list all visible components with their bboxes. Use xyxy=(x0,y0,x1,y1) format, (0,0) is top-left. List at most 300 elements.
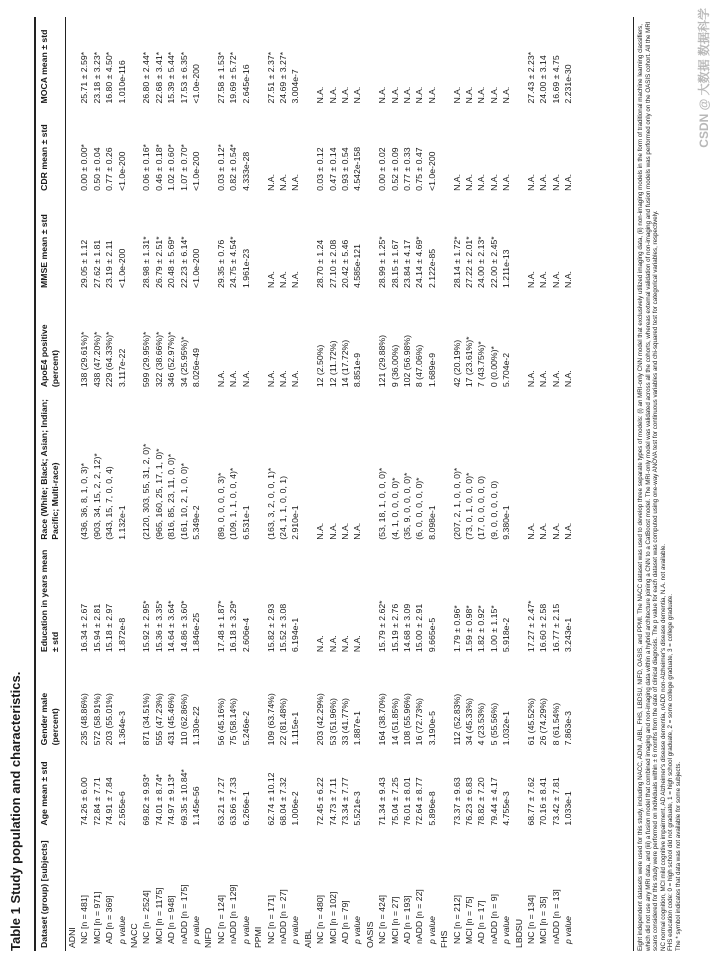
table-cell: (24, 1, 1, 0, 0, 1) xyxy=(277,475,288,540)
table-row xyxy=(376,17,388,951)
table-row xyxy=(488,17,500,951)
table-cell: 0.77 ± 0.26 xyxy=(104,147,115,191)
table-cell: N.A. xyxy=(476,173,487,191)
table-cell: N.A. xyxy=(339,522,350,540)
table-cell: 108 (55.96%) xyxy=(401,693,412,746)
table-cell: 0.03 ± 0.12 xyxy=(315,147,326,191)
table-cell: 109 (63.74%) xyxy=(265,693,276,746)
table-cell: N.A. xyxy=(476,86,487,104)
table-row xyxy=(475,17,487,951)
table-cell: 15.79 ± 2.62* xyxy=(377,600,388,653)
table-cell: 0.77 ± 0.33 xyxy=(401,147,412,191)
table-cell: 75 (58.14%) xyxy=(228,698,239,746)
table-cell: <1.0e-200 xyxy=(191,151,202,191)
table-cell: N.A. xyxy=(327,522,338,540)
table-cell: 16.60 ± 2.58 xyxy=(538,603,549,653)
group-label: MCI [n = 75] xyxy=(464,896,474,944)
table-cell: 1.364e-3 xyxy=(116,711,127,746)
table-cell: N.A. xyxy=(526,522,537,540)
dataset-name: LBDSU xyxy=(513,919,524,948)
table-cell: 24.00 ± 3.14 xyxy=(538,55,549,104)
table-cell: 74.01 ± 8.74* xyxy=(153,773,164,826)
table-row xyxy=(401,17,413,951)
group-label: nADD [n = 9] xyxy=(488,894,499,944)
table-cell: 0.93 ± 0.54 xyxy=(339,147,350,191)
table-cell: N.A. xyxy=(501,173,512,191)
dataset-name: AIBL xyxy=(302,929,313,948)
table-cell: 235 (48.86%) xyxy=(79,693,90,746)
table-cell: N.A. xyxy=(290,271,301,288)
table-cell: 3.190e-5 xyxy=(426,711,437,746)
table-cell: 17.48 ± 1.87* xyxy=(215,600,226,653)
table-cell: 22 (81.48%) xyxy=(277,698,288,746)
table-cell: 4.585e-121 xyxy=(352,244,363,288)
header-cdr: CDR mean ± std xyxy=(35,107,66,194)
table-cell: N.A. xyxy=(526,271,537,288)
table-cell: 73.42 ± 7.81 xyxy=(550,777,561,826)
table-cell: 15.18 ± 2.97 xyxy=(104,603,115,653)
table-cell: N.A. xyxy=(339,86,350,104)
group-label: nADD [n = 27] xyxy=(277,889,288,944)
table-cell: N.A. xyxy=(389,86,400,104)
table-cell: 1.032e-1 xyxy=(501,711,512,746)
table-cell: N.A. xyxy=(265,271,276,288)
table-cell: 3.117e-22 xyxy=(116,348,127,388)
table-cell: 1.211e-13 xyxy=(501,249,512,288)
table-cell: 24.75 ± 4.54* xyxy=(228,236,239,288)
table-cell: 5.704e-2 xyxy=(501,352,512,388)
table-row xyxy=(413,17,425,951)
header-race: Race (White; Black; Asian; Indian; Pacific; Multi-race) xyxy=(35,390,66,543)
table-cell: 5.349e-2 xyxy=(191,505,202,540)
table-row xyxy=(178,17,190,951)
table-cell: 69.82 ± 9.93* xyxy=(141,773,152,826)
table-cell: 8 (61.54%) xyxy=(550,702,561,746)
table-cell: 42 (20.19%) xyxy=(451,339,462,388)
table-cell: (207, 2, 1, 0, 0, 0)* xyxy=(451,467,462,540)
table-cell: N.A. xyxy=(265,370,276,388)
table-cell: 164 (38.70%) xyxy=(377,693,388,746)
table-cell: 0.03 ± 0.12* xyxy=(215,144,226,191)
table-cell: 572 (58.91%) xyxy=(91,693,102,746)
table-cell: N.A. xyxy=(352,86,363,104)
table-footnotes xyxy=(637,17,683,951)
table-cell: N.A. xyxy=(377,86,388,104)
table-cell: 555 (47.23%) xyxy=(153,693,164,746)
table-cell: 72.64 ± 8.77 xyxy=(414,777,425,826)
table-cell: N.A. xyxy=(277,173,288,191)
pvalue-row xyxy=(562,17,574,951)
table-cell: 0.06 ± 0.16* xyxy=(141,144,152,191)
table-cell: 28.15 ± 1.67 xyxy=(389,239,400,288)
table-cell: 20.48 ± 5.69* xyxy=(166,236,177,288)
table-cell: N.A. xyxy=(563,370,574,388)
section-row xyxy=(513,17,525,951)
table-cell: N.A. xyxy=(550,370,561,388)
table-cell: 203 (42.29%) xyxy=(315,693,326,746)
table-cell: 2.122e-85 xyxy=(426,248,437,288)
table-cell: 2.645e-16 xyxy=(240,64,251,104)
table-cell: 22.68 ± 3.41* xyxy=(153,51,164,104)
group-label: AD [n = 17] xyxy=(476,900,487,944)
table-cell: 1.02 ± 0.60* xyxy=(166,144,177,191)
table-cell: 0.75 ± 0.47 xyxy=(414,147,425,191)
table-cell: N.A. xyxy=(563,271,574,288)
table-cell: 53 (51.96%) xyxy=(327,698,338,746)
table-row xyxy=(265,17,277,951)
footnote-3: FHS education code: 0 = high school did not graduate, 1 = high school graduate, 2 = some college graduate, 3 = college graduate. xyxy=(667,593,675,951)
table-row xyxy=(525,17,537,951)
table-cell: 34 (25.95%)* xyxy=(178,336,189,388)
table-cell: 1.145e-56 xyxy=(191,786,202,826)
section-row xyxy=(364,17,376,951)
table-cell: 76.01 ± 8.01 xyxy=(401,777,412,826)
bottom-rule xyxy=(633,17,634,951)
table-cell: 110 (62.86%) xyxy=(178,693,189,746)
table-row xyxy=(103,17,115,951)
table-cell: 25.71 ± 2.59* xyxy=(79,51,90,104)
table-cell: 1.961e-23 xyxy=(240,248,251,288)
table-cell: 33 (41.77%) xyxy=(339,698,350,746)
pvalue-row xyxy=(190,17,202,951)
table-cell: 16.18 ± 3.29* xyxy=(228,600,239,653)
group-label: NC [n = 480] xyxy=(315,894,326,944)
section-row xyxy=(438,17,450,951)
table-cell: <1.0e-200 xyxy=(116,248,127,288)
pvalue-row xyxy=(240,17,252,951)
table-cell: 23.19 ± 2.11 xyxy=(104,240,115,288)
table-cell: (17, 0, 0, 0, 0, 0) xyxy=(476,475,487,540)
table-cell: 28.14 ± 1.72* xyxy=(451,236,462,288)
table-cell: N.A. xyxy=(352,635,363,653)
group-label: NC [n = 212] xyxy=(451,894,462,944)
table-cell: N.A. xyxy=(315,86,326,104)
table-cell: N.A. xyxy=(315,635,326,653)
table-cell: 22.23 ± 6.14* xyxy=(178,236,189,288)
table-cell: 5 (55.56%) xyxy=(488,702,499,746)
table-cell: 16.69 ± 4.75 xyxy=(550,55,561,104)
table-cell: N.A. xyxy=(315,522,326,540)
table-cell: <1.0e-200 xyxy=(426,151,437,191)
table-cell: 63.66 ± 7.33 xyxy=(228,777,239,826)
table-cell: 15.36 ± 3.35* xyxy=(153,600,164,653)
footnote-4: The * symbol indicates that data was not available for some subjects. xyxy=(674,761,682,951)
table-row xyxy=(277,17,289,951)
table-cell: (965, 160, 25, 17, 1, 0)* xyxy=(153,448,164,540)
table-cell: N.A. xyxy=(538,522,549,540)
group-label: MCI [n = 27] xyxy=(389,896,400,944)
table-cell: 15.92 ± 2.95* xyxy=(141,600,152,653)
footnote-2: NC normal cognition, MCI mild cognitive impairment, AD Alzheimer's disease dementia, nADD non-Alzheimer's disease dementia, N.A. not available. xyxy=(659,543,667,951)
table-cell: 15.52 ± 3.08 xyxy=(277,603,288,653)
table-cell: 112 (52.83%) xyxy=(451,693,462,746)
dataset-name: NACC xyxy=(129,923,140,948)
table-cell: 6.194e-1 xyxy=(290,617,301,653)
pvalue-label: p value xyxy=(191,915,202,944)
table-row xyxy=(327,17,339,951)
section-row xyxy=(202,17,214,951)
table-cell: 74.97 ± 9.13* xyxy=(166,773,177,826)
table-cell: N.A. xyxy=(526,370,537,388)
table-cell: 12 (2.50%) xyxy=(315,344,326,388)
table-cell: N.A. xyxy=(464,86,474,104)
table-cell: 1.130e-22 xyxy=(191,706,202,746)
group-label: NC [n = 134] xyxy=(526,894,537,944)
pvalue-row xyxy=(289,17,301,951)
table-cell: N.A. xyxy=(327,86,338,104)
table-cell: 72.45 ± 6.22 xyxy=(315,777,326,826)
table-cell: 68.04 ± 7.32 xyxy=(277,777,288,826)
table-cell: 23.18 ± 3.23* xyxy=(91,51,102,104)
table-cell: 26 (74.29%) xyxy=(538,698,549,746)
table-cell: 1.689e-9 xyxy=(426,352,437,388)
table-cell: N.A. xyxy=(538,271,549,288)
table-cell: (6, 0, 0, 0, 0, 0)* xyxy=(414,477,425,540)
table-cell: (109, 1, 1, 0, 0, 4)* xyxy=(228,467,239,540)
table-cell: 74.26 ± 6.00 xyxy=(79,777,90,826)
table-cell: 1.872e-8 xyxy=(116,617,127,653)
table-cell: 4.542e-158 xyxy=(352,146,363,191)
table-cell: 2.565e-6 xyxy=(116,791,127,826)
table-cell: 4.333e-28 xyxy=(240,151,251,191)
table-cell: 56 (45.16%) xyxy=(215,698,226,746)
table-cell: (9, 0, 0, 0, 0, 0) xyxy=(488,480,499,540)
table-cell: 8 (47.06%) xyxy=(414,344,425,388)
study-characteristics-table xyxy=(34,17,575,951)
table-cell: N.A. xyxy=(550,271,561,288)
section-row xyxy=(66,17,79,951)
table-cell: N.A. xyxy=(414,86,425,104)
table-cell: 79.44 ± 4.17 xyxy=(488,777,499,826)
table-cell: N.A. xyxy=(401,86,412,104)
table-cell: 3.243e-1 xyxy=(563,617,574,653)
table-cell: 1.00 ± 1.15* xyxy=(488,605,499,653)
table-cell: 14 (17.72%) xyxy=(339,339,350,388)
table-cell: 9.380e-1 xyxy=(501,505,512,540)
table-cell: N.A. xyxy=(488,86,499,104)
header-row xyxy=(35,17,66,951)
table-cell: 28.98 ± 1.31* xyxy=(141,236,152,288)
table-cell: 15.82 ± 2.93 xyxy=(265,603,276,653)
table-cell: N.A. xyxy=(426,86,437,104)
table-cell: 5.918e-2 xyxy=(501,617,512,653)
table-cell: (903, 34, 15, 2, 2, 12)* xyxy=(91,453,102,540)
group-label: MCI [n = 971] xyxy=(91,891,102,944)
section-row xyxy=(252,17,264,951)
table-cell: 28.70 ± 1.24 xyxy=(315,239,326,288)
table-cell: 5.246e-2 xyxy=(240,711,251,746)
table-cell: 70.16 ± 8.41 xyxy=(538,777,549,826)
table-cell: 0.82 ± 0.54* xyxy=(228,144,239,191)
table-cell: N.A. xyxy=(501,86,512,104)
table-cell: 78.82 ± 7.20 xyxy=(476,777,487,826)
table-cell: 27.51 ± 2.37* xyxy=(265,51,276,104)
pvalue-label: p value xyxy=(426,915,437,944)
pvalue-label: p value xyxy=(116,915,127,944)
watermark: CSDN @ 大数据 数据科学 xyxy=(697,8,711,148)
header-apoe4: ApoE4 positive (percent) xyxy=(35,291,66,390)
table-row xyxy=(78,17,90,951)
table-cell: 1.010e-116 xyxy=(116,60,127,104)
table-cell: N.A. xyxy=(488,173,499,191)
table-cell: 438 (47.20%)* xyxy=(91,331,102,388)
table-cell: 26.80 ± 2.44* xyxy=(141,51,152,104)
table-cell: 4 (23.53%) xyxy=(476,702,487,746)
table-title: Table 1 Study population and characteristics. xyxy=(8,671,23,951)
header-moca: MOCA mean ± std xyxy=(35,17,66,107)
table-cell: (73, 0, 1, 0, 0, 0)* xyxy=(464,472,474,540)
table-row xyxy=(153,17,165,951)
table-cell: <1.0e-200 xyxy=(191,248,202,288)
table-cell: N.A. xyxy=(563,173,574,191)
group-label: nADD [n = 13] xyxy=(550,889,561,944)
table-cell: 0.47 ± 0.14 xyxy=(327,147,338,191)
table-cell: N.A. xyxy=(228,370,239,388)
table-cell: 8.851e-9 xyxy=(352,352,363,388)
table-row xyxy=(140,17,152,951)
table-cell: 102 (56.98%) xyxy=(401,335,412,388)
table-cell: 29.05 ± 1.12 xyxy=(79,239,90,288)
table-cell: (53, 18, 1, 0, 0, 0)* xyxy=(377,467,388,540)
table-cell: 22.00 ± 2.45* xyxy=(488,236,499,288)
table-cell: 27.58 ± 1.53* xyxy=(215,51,226,104)
table-cell: 72.84 ± 7.71 xyxy=(91,777,102,826)
table-cell: 346 (52.97%)* xyxy=(166,331,177,388)
table-cell: N.A. xyxy=(550,522,561,540)
group-label: NC [n = 124] xyxy=(215,894,226,944)
table-cell: N.A. xyxy=(563,522,574,540)
table-cell: 431 (45.46%) xyxy=(166,693,177,746)
table-cell: 74.73 ± 7.11 xyxy=(327,777,338,826)
table-cell: 15.19 ± 2.76 xyxy=(389,603,400,653)
table-row xyxy=(339,17,351,951)
table-cell: 1.033e-1 xyxy=(563,791,574,826)
pvalue-row xyxy=(500,17,512,951)
table-cell: 9 (36.00%) xyxy=(389,344,400,388)
table-cell: 2.910e-1 xyxy=(290,505,301,540)
table-cell: 3.004e-7 xyxy=(290,69,301,104)
header-mmse: MMSE mean ± std xyxy=(35,194,66,291)
table-cell: 76.23 ± 6.83 xyxy=(464,777,474,826)
pvalue-row xyxy=(351,17,363,951)
table-cell: 322 (38.66%)* xyxy=(153,331,164,388)
header-age: Age mean ± std xyxy=(35,748,66,828)
pvalue-row xyxy=(426,17,438,951)
table-cell: N.A. xyxy=(464,173,474,191)
table-cell: 24.14 ± 4.69* xyxy=(414,236,425,288)
table-cell: 69.35 ± 10.84* xyxy=(178,769,189,826)
table-cell: 28.99 ± 1.25* xyxy=(377,236,388,288)
group-label: AD [n = 193] xyxy=(401,895,412,944)
table-cell: N.A. xyxy=(265,173,276,191)
table-cell: (35, 9, 0, 0, 0, 0)* xyxy=(401,472,412,540)
pvalue-label: p value xyxy=(290,915,301,944)
group-label: nADD [n = 175] xyxy=(178,884,189,944)
table-row xyxy=(550,17,562,951)
table-cell: 0 (0.00%)* xyxy=(488,346,499,388)
table-cell: 14 (51.85%) xyxy=(389,698,400,746)
table-cell: 0.00 ± 0.00* xyxy=(79,144,90,191)
table-cell: 6.266e-1 xyxy=(240,791,251,826)
table-cell: 14.64 ± 3.64* xyxy=(166,600,177,653)
table-cell: 6.531e-1 xyxy=(240,505,251,540)
table-row xyxy=(389,17,401,951)
table-cell: 62.74 ± 10.12 xyxy=(265,772,276,826)
group-label: AD [n = 79] xyxy=(339,900,350,944)
table-cell: 34 (45.33%) xyxy=(464,698,474,746)
table-cell: 0.00 ± 0.02 xyxy=(377,147,388,191)
table-cell: N.A. xyxy=(538,370,549,388)
group-label: MCI [n = 1175] xyxy=(153,887,164,944)
table-cell: N.A. xyxy=(277,370,288,388)
table-cell: 5.896e-8 xyxy=(426,791,437,826)
table-cell: (816, 85, 23, 11, 0, 0)* xyxy=(166,453,177,540)
table-cell: N.A. xyxy=(526,173,537,191)
table-cell: 24.69 ± 3.27* xyxy=(277,51,288,104)
group-label: NC [n = 2524] xyxy=(141,890,152,944)
table-cell: 14.68 ± 3.09 xyxy=(401,603,412,653)
table-row xyxy=(463,17,475,951)
group-label: AD [n = 369] xyxy=(104,895,115,944)
table-body xyxy=(66,17,575,951)
dataset-name: ADNI xyxy=(67,927,77,948)
pvalue-label: p value xyxy=(240,915,251,944)
table-cell: 871 (34.51%) xyxy=(141,693,152,746)
table-cell: 1.82 ± 0.92* xyxy=(476,605,487,653)
table-cell: 599 (29.95%)* xyxy=(141,331,152,388)
table-cell: 73.37 ± 9.63 xyxy=(451,777,462,826)
table-cell: N.A. xyxy=(277,271,288,288)
table-cell: 63.21 ± 7.27 xyxy=(215,777,226,826)
table-cell: <1.0e-200 xyxy=(191,64,202,104)
table-cell: 27.43 ± 2.23* xyxy=(526,51,537,104)
table-cell: N.A. xyxy=(451,173,462,191)
table-row xyxy=(227,17,239,951)
table-cell: 19.69 ± 5.72* xyxy=(228,51,239,104)
table-cell: 7 (43.75%)* xyxy=(476,341,487,388)
table-cell: 1.115e-1 xyxy=(290,711,301,746)
table-cell: (89, 0, 0, 0, 0, 3)* xyxy=(215,472,226,540)
table-row xyxy=(537,17,549,951)
group-label: NC [n = 171] xyxy=(265,894,276,944)
pvalue-label: p value xyxy=(501,915,512,944)
table-cell: 17 (23.61%)* xyxy=(464,336,474,388)
table-cell: 138 (29.61%)* xyxy=(79,331,90,388)
table-cell: 1.006e-2 xyxy=(290,791,301,826)
group-label: NC [n = 424] xyxy=(377,894,388,944)
table-cell: 15.00 ± 2.91 xyxy=(414,603,425,653)
table-cell: 29.35 ± 0.76 xyxy=(215,239,226,288)
table-cell: 4.755e-3 xyxy=(501,791,512,826)
table-cell: 1.59 ± 0.98* xyxy=(464,605,474,653)
table-row xyxy=(165,17,177,951)
pvalue-label: p value xyxy=(563,915,574,944)
table-cell: 24.00 ± 2.13* xyxy=(476,236,487,288)
table-cell: 16.34 ± 2.67 xyxy=(79,603,90,653)
table-cell: N.A. xyxy=(538,173,549,191)
table-cell: 75.04 ± 7.25 xyxy=(389,777,400,826)
table-cell: 16 (72.73%) xyxy=(414,698,425,746)
table-cell: (2120, 303, 55, 31, 2, 0)* xyxy=(141,443,152,540)
header-education: Education in years mean ± std xyxy=(35,543,66,655)
table-cell: 23.84 ± 4.17 xyxy=(401,239,412,288)
table-cell: 71.34 ± 9.43 xyxy=(377,777,388,826)
table-cell: 1.07 ± 0.70* xyxy=(178,144,189,191)
table-cell: 73.34 ± 7.77 xyxy=(339,777,350,826)
table-cell: 27.10 ± 2.08 xyxy=(327,239,338,288)
table-cell: 7.863e-3 xyxy=(563,711,574,746)
table-cell: <1.0e-200 xyxy=(116,151,127,191)
